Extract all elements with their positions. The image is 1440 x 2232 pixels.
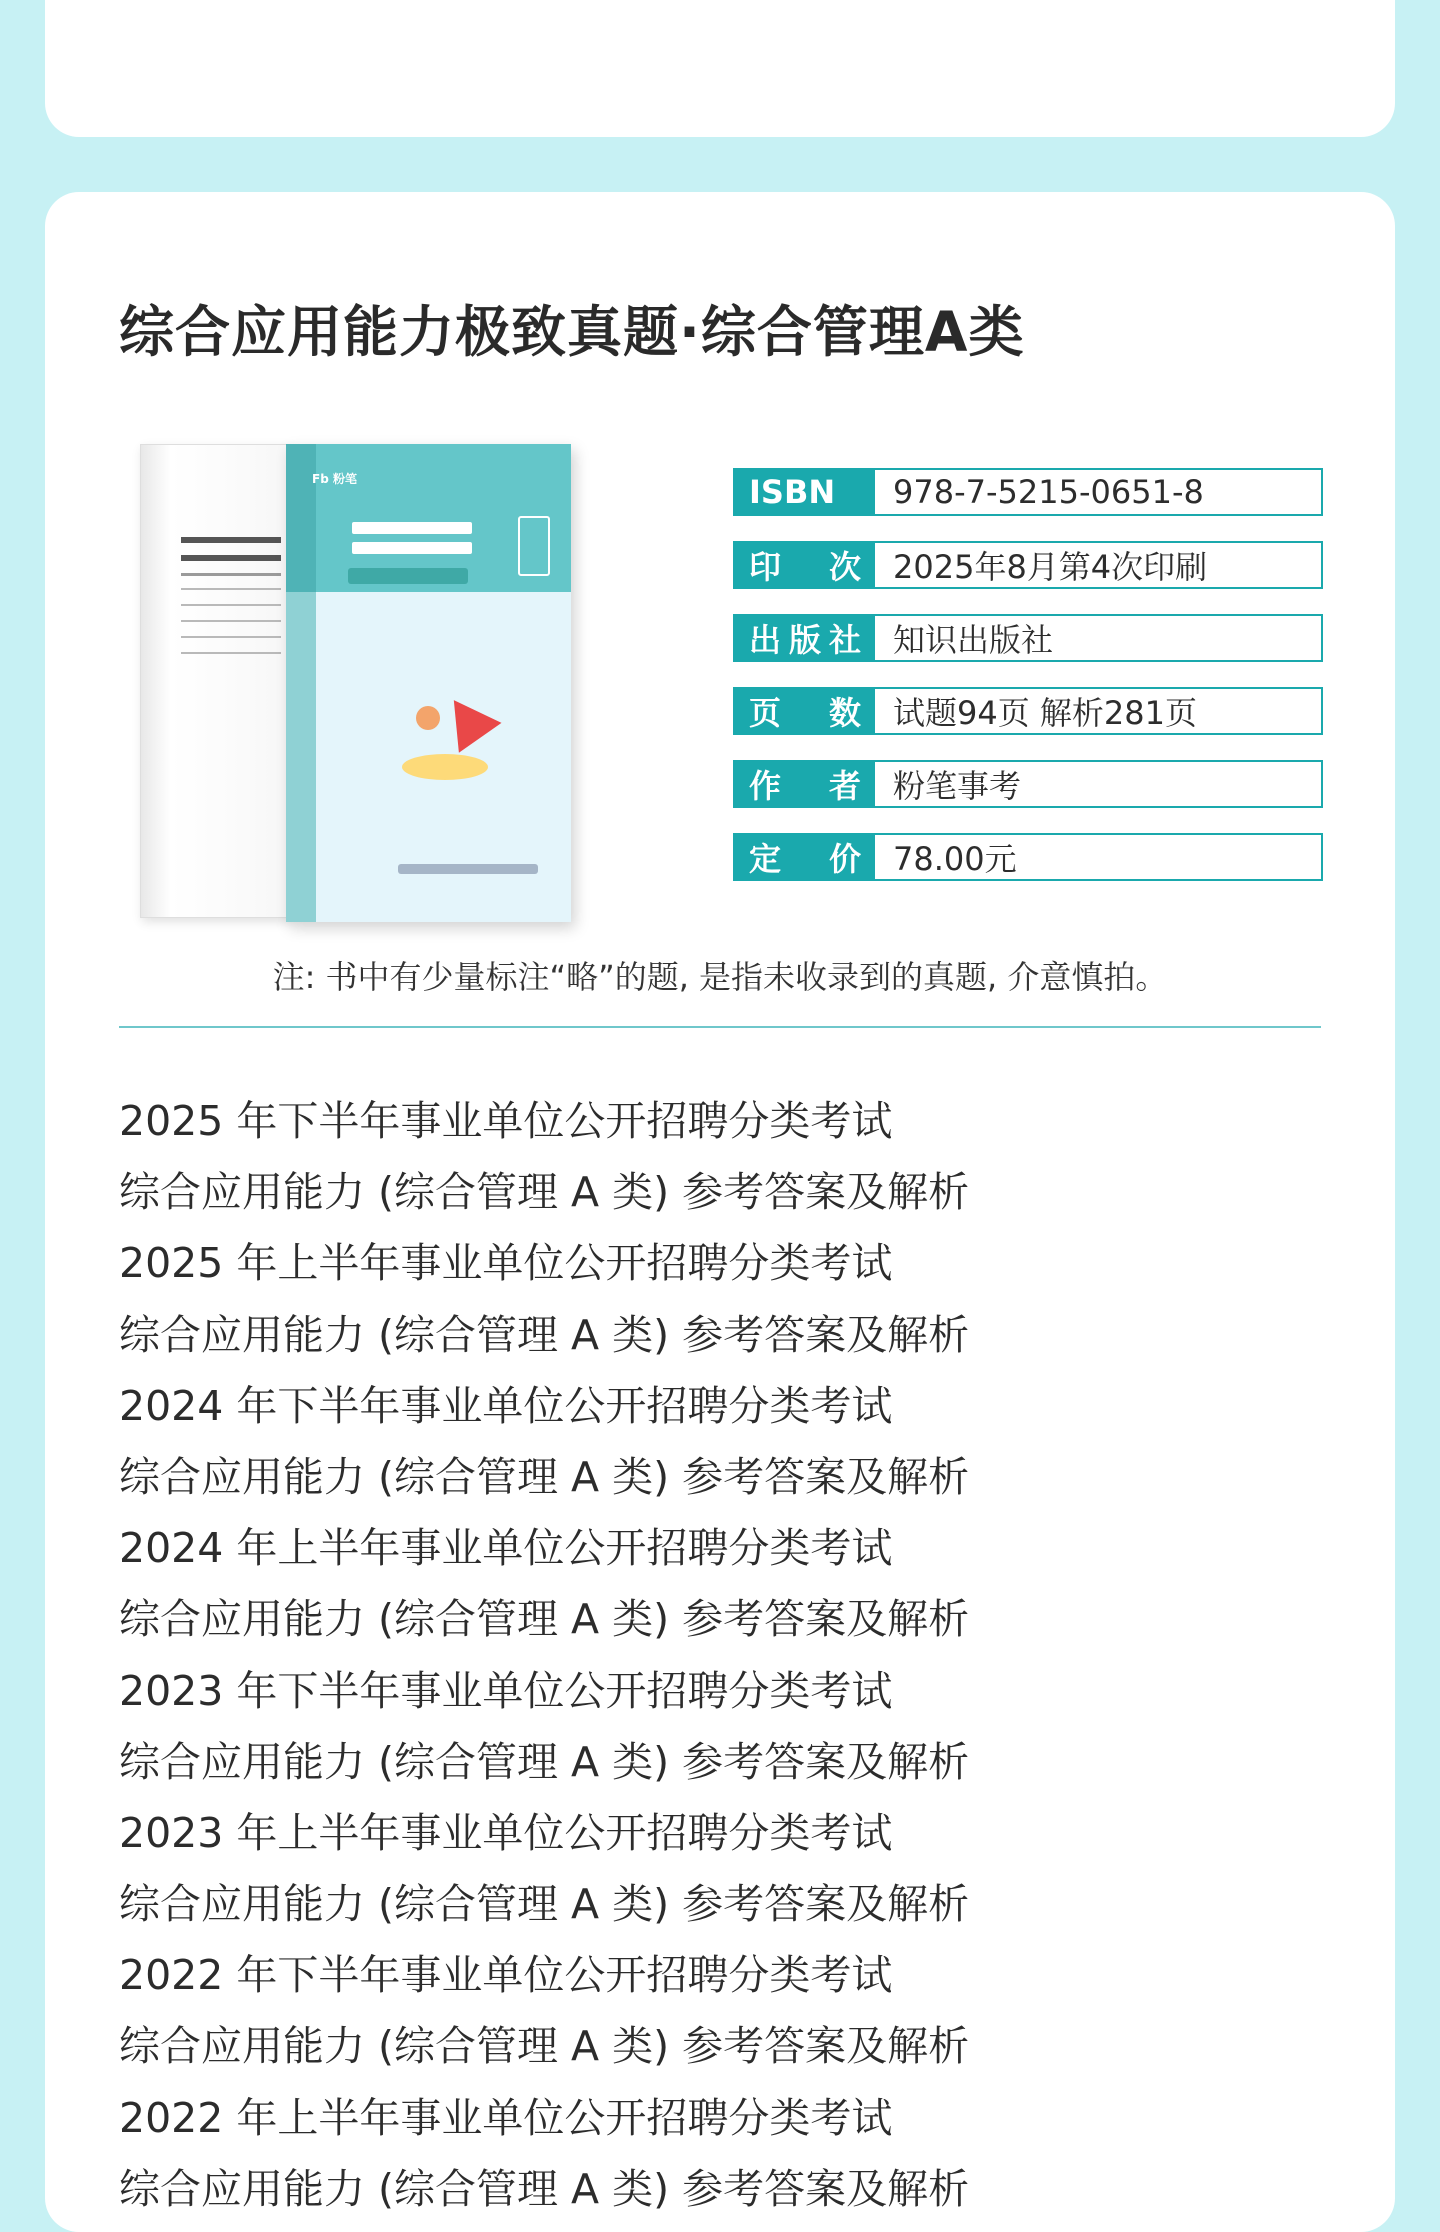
info-value: 978-7-5215-0651-8 <box>893 473 1204 511</box>
list-item: 2025 年下半年事业单位公开招聘分类考试 <box>119 1097 893 1145</box>
info-value: 78.00元 <box>893 840 1017 878</box>
water-splash-illustration <box>402 754 488 780</box>
info-row-publisher <box>733 614 1323 662</box>
book-cover-title-lines <box>352 522 472 562</box>
book-logo: Fb 粉笔 <box>312 472 357 486</box>
info-value: 试题94页 解析281页 <box>893 694 1197 732</box>
list-item: 综合应用能力 (综合管理 A 类) 参考答案及解析 <box>119 1168 970 1217</box>
book-info-table <box>733 468 1323 906</box>
book-cover-image <box>140 444 580 924</box>
product-card <box>45 192 1395 2232</box>
list-item: 2022 年下半年事业单位公开招聘分类考试 <box>119 1951 893 2000</box>
contents-list <box>119 1086 969 2225</box>
info-value: 2025年8月第4次印刷 <box>893 548 1208 586</box>
info-row-pages <box>733 687 1323 735</box>
info-label: ISBN <box>735 470 875 514</box>
info-label: 作者 <box>735 762 875 806</box>
info-label: 页数 <box>735 689 875 733</box>
list-item: 综合应用能力 (综合管理 A 类) 参考答案及解析 <box>119 1737 970 1786</box>
list-item: 2025 年上半年事业单位公开招聘分类考试 <box>119 1239 893 1288</box>
list-item: 综合应用能力 (综合管理 A 类) 参考答案及解析 <box>119 1452 970 1501</box>
info-label: 出版社 <box>735 616 875 660</box>
publisher-marks <box>398 864 538 874</box>
info-row-author <box>733 760 1323 808</box>
divider <box>119 1026 1321 1028</box>
list-item: 2023 年上半年事业单位公开招聘分类考试 <box>119 1808 893 1857</box>
book-back-text-lines <box>181 537 281 668</box>
list-item: 2024 年下半年事业单位公开招聘分类考试 <box>119 1381 893 1430</box>
info-row-printing <box>733 541 1323 589</box>
info-value: 知识出版社 <box>893 621 1054 659</box>
book-cover-tag <box>518 516 550 576</box>
info-row-isbn <box>733 468 1323 516</box>
list-item: 2024 年上半年事业单位公开招聘分类考试 <box>119 1524 893 1573</box>
list-item: 综合应用能力 (综合管理 A 类) 参考答案及解析 <box>119 2164 970 2213</box>
list-item: 综合应用能力 (综合管理 A 类) 参考答案及解析 <box>119 1880 970 1929</box>
note-text: 注: 书中有少量标注“略”的题, 是指未收录到的真题, 介意慎拍。 <box>272 958 1168 996</box>
list-item: 2023 年下半年事业单位公开招聘分类考试 <box>119 1666 893 1715</box>
book-spine <box>286 444 316 922</box>
list-item: 2022 年上半年事业单位公开招聘分类考试 <box>119 2093 893 2142</box>
info-label: 定价 <box>735 835 875 879</box>
book-back-cover <box>140 444 292 918</box>
info-row-price <box>733 833 1323 881</box>
book-cover-band <box>348 568 468 584</box>
flag-illustration <box>433 685 502 753</box>
book-front-cover <box>286 444 571 922</box>
list-item: 综合应用能力 (综合管理 A 类) 参考答案及解析 <box>119 2022 970 2071</box>
list-item: 综合应用能力 (综合管理 A 类) 参考答案及解析 <box>119 1595 970 1644</box>
top-card <box>45 0 1395 137</box>
product-title: 综合应用能力极致真题·综合管理A类 <box>119 300 1025 364</box>
info-value: 粉笔事考 <box>893 767 1022 805</box>
list-item: 综合应用能力 (综合管理 A 类) 参考答案及解析 <box>119 1310 970 1359</box>
info-label: 印次 <box>735 543 875 587</box>
